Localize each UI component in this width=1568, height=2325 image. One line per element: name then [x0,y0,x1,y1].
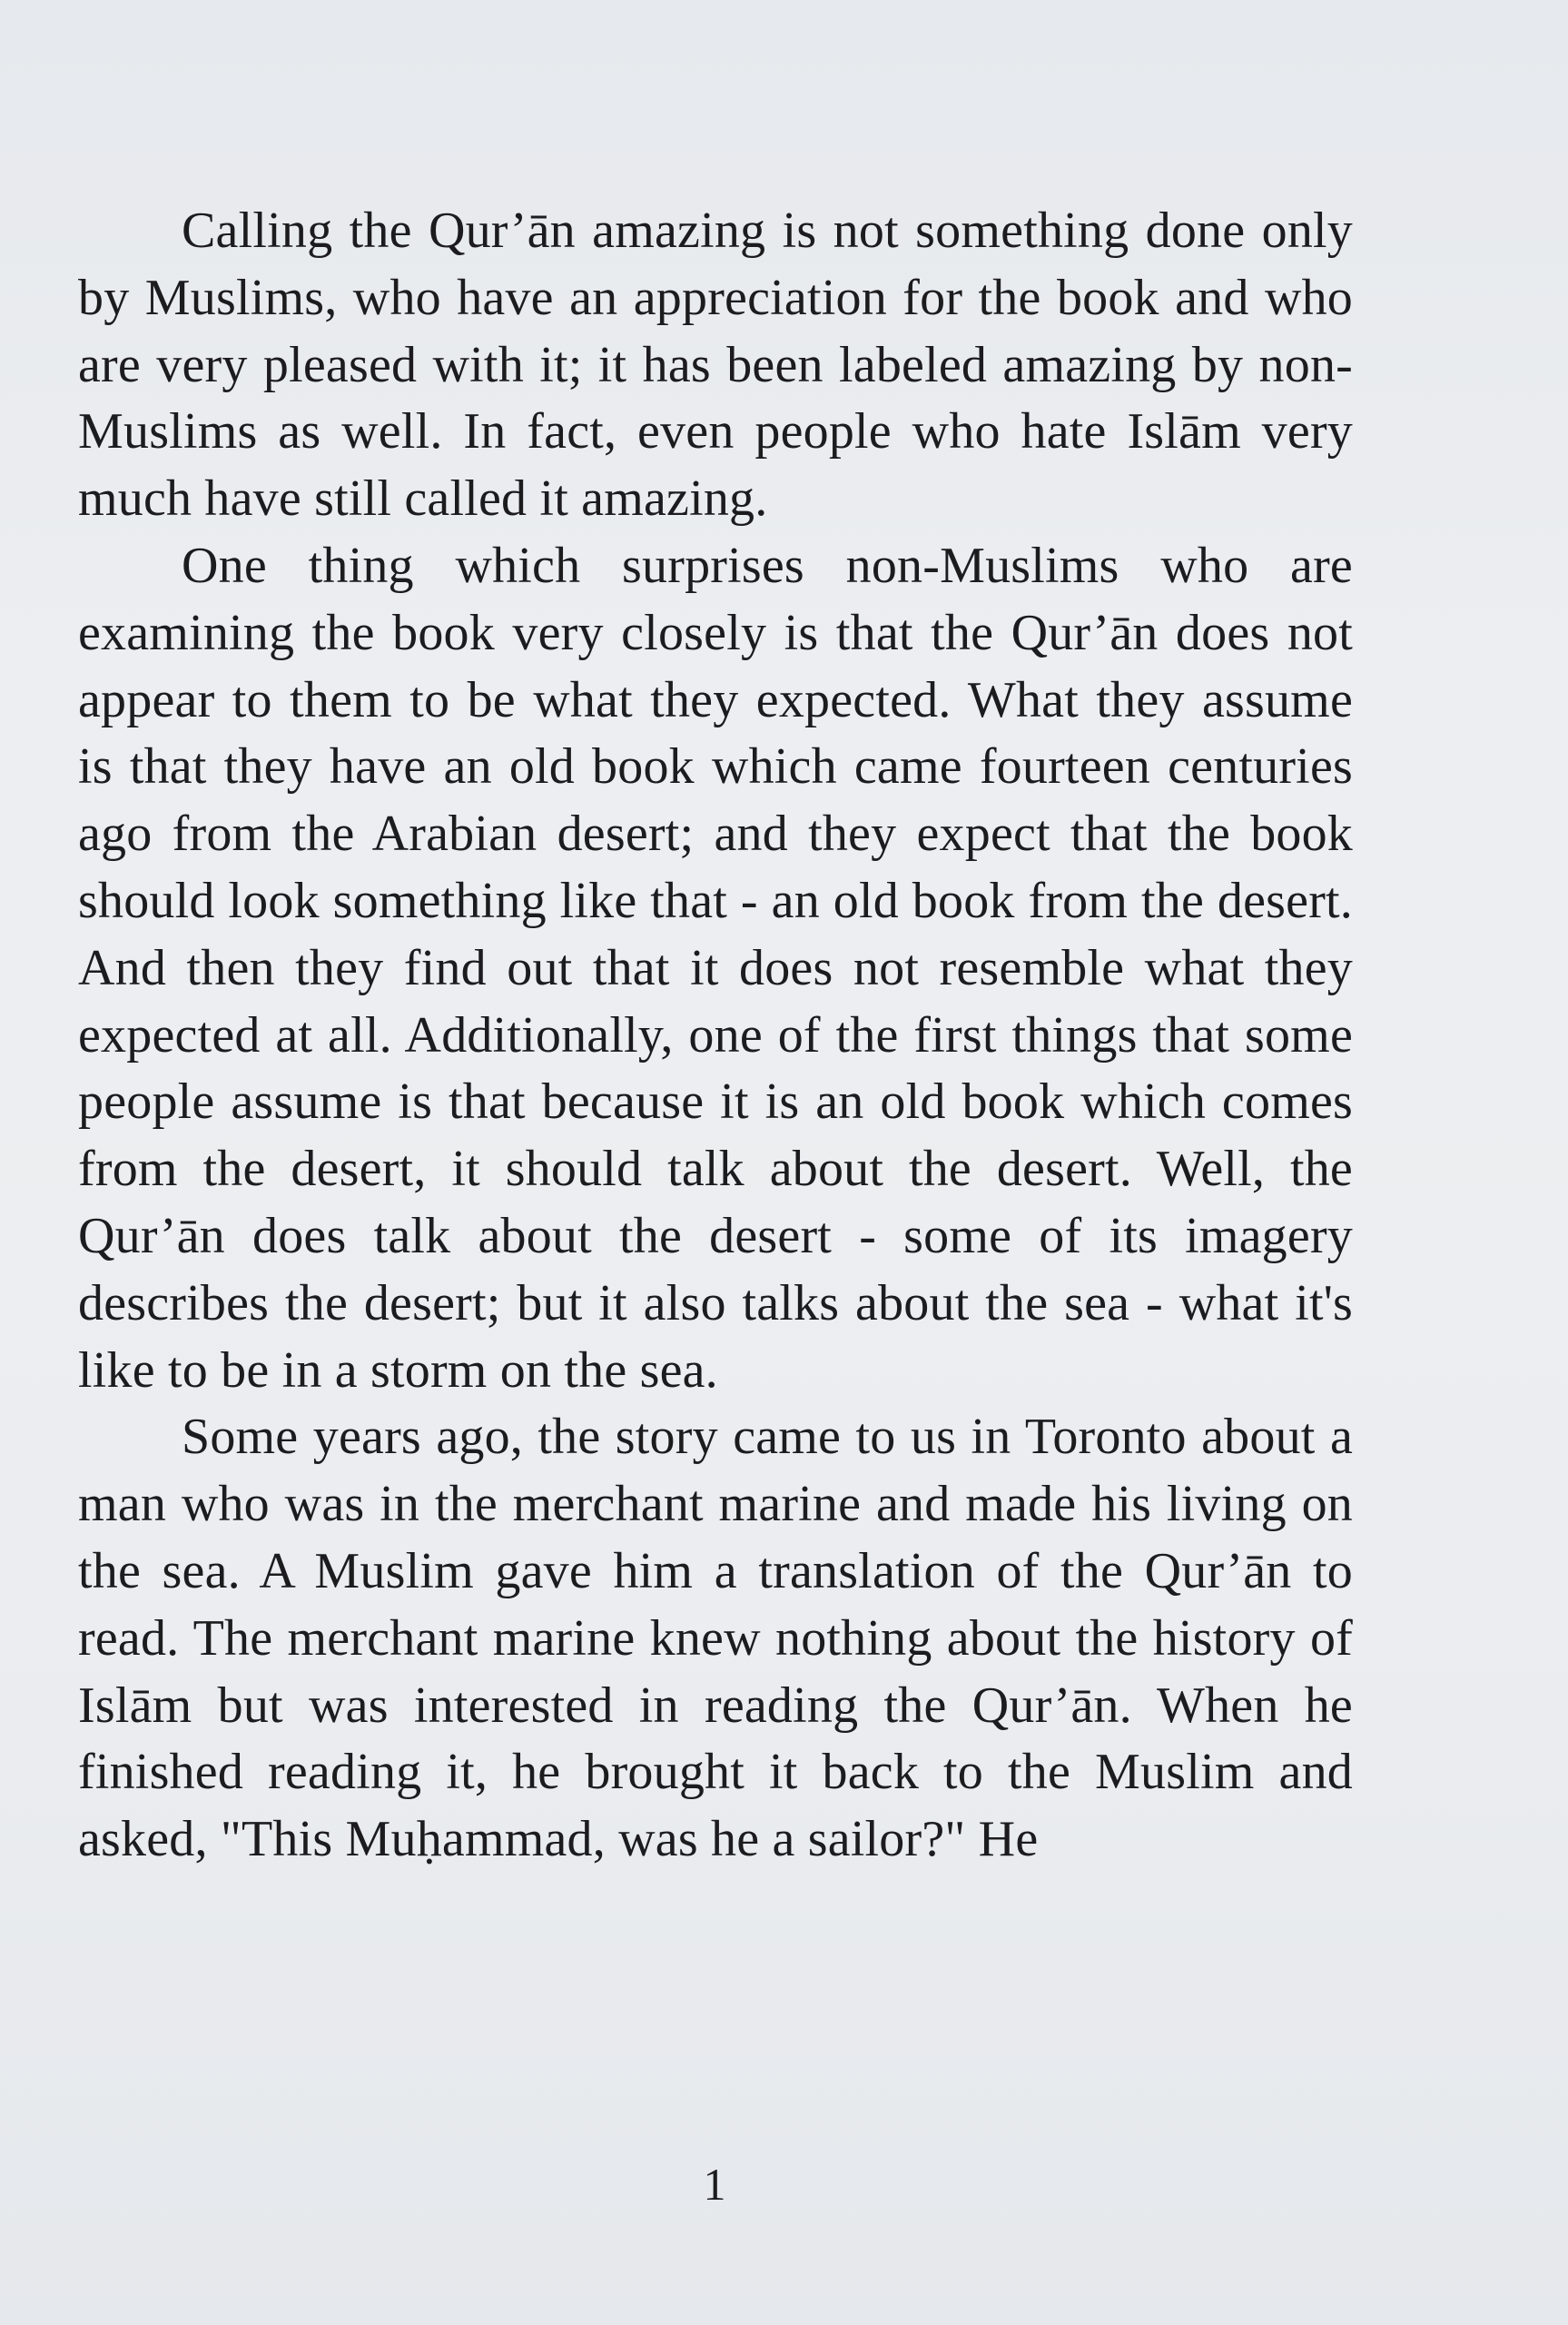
page-number: 1 [703,2159,726,2210]
body-text [78,198,1353,1874]
paragraph-3: Some years ago, the story came to us in Toronto about a man who was in the merchant marine and made his living on the sea. A Muslim gave him a translation of the Qur’ān to read. The merchant marine knew nothing about the history of Islām but was interested in reading the Qur’ān. When he finished reading it, he brought it back to the Muslim and asked, "This Muḥammad, was he a sailor?" He [78,1409,1353,1868]
paragraph-2: One thing which surprises non-Muslims who are examining the book very closely is that the Qur’ān does not appear to them to be what they expected. What they assume is that they have an old book which came fourteen centuries ago from the Arabian desert; and they expect that the book should look something like that - an old book from the desert. And then they find out that it does not resemble what they expected at all. Additionally, one of the first things that some people assume is that because it is an old book which comes from the desert, it should talk about the desert. Well, the Qur’ān does talk about the desert - some of its imagery describes the desert; but it also talks about the sea - what it's like to be in a storm on the sea. [78,537,1353,1399]
paragraph-1: Calling the Qur’ān amazing is not something done only by Muslims, who have an appreciation for the book and who are very pleased with it; it has been labeled amazing by non-Muslims as well. In fact, even people who hate Islām very much have still called it amazing. [78,203,1353,528]
